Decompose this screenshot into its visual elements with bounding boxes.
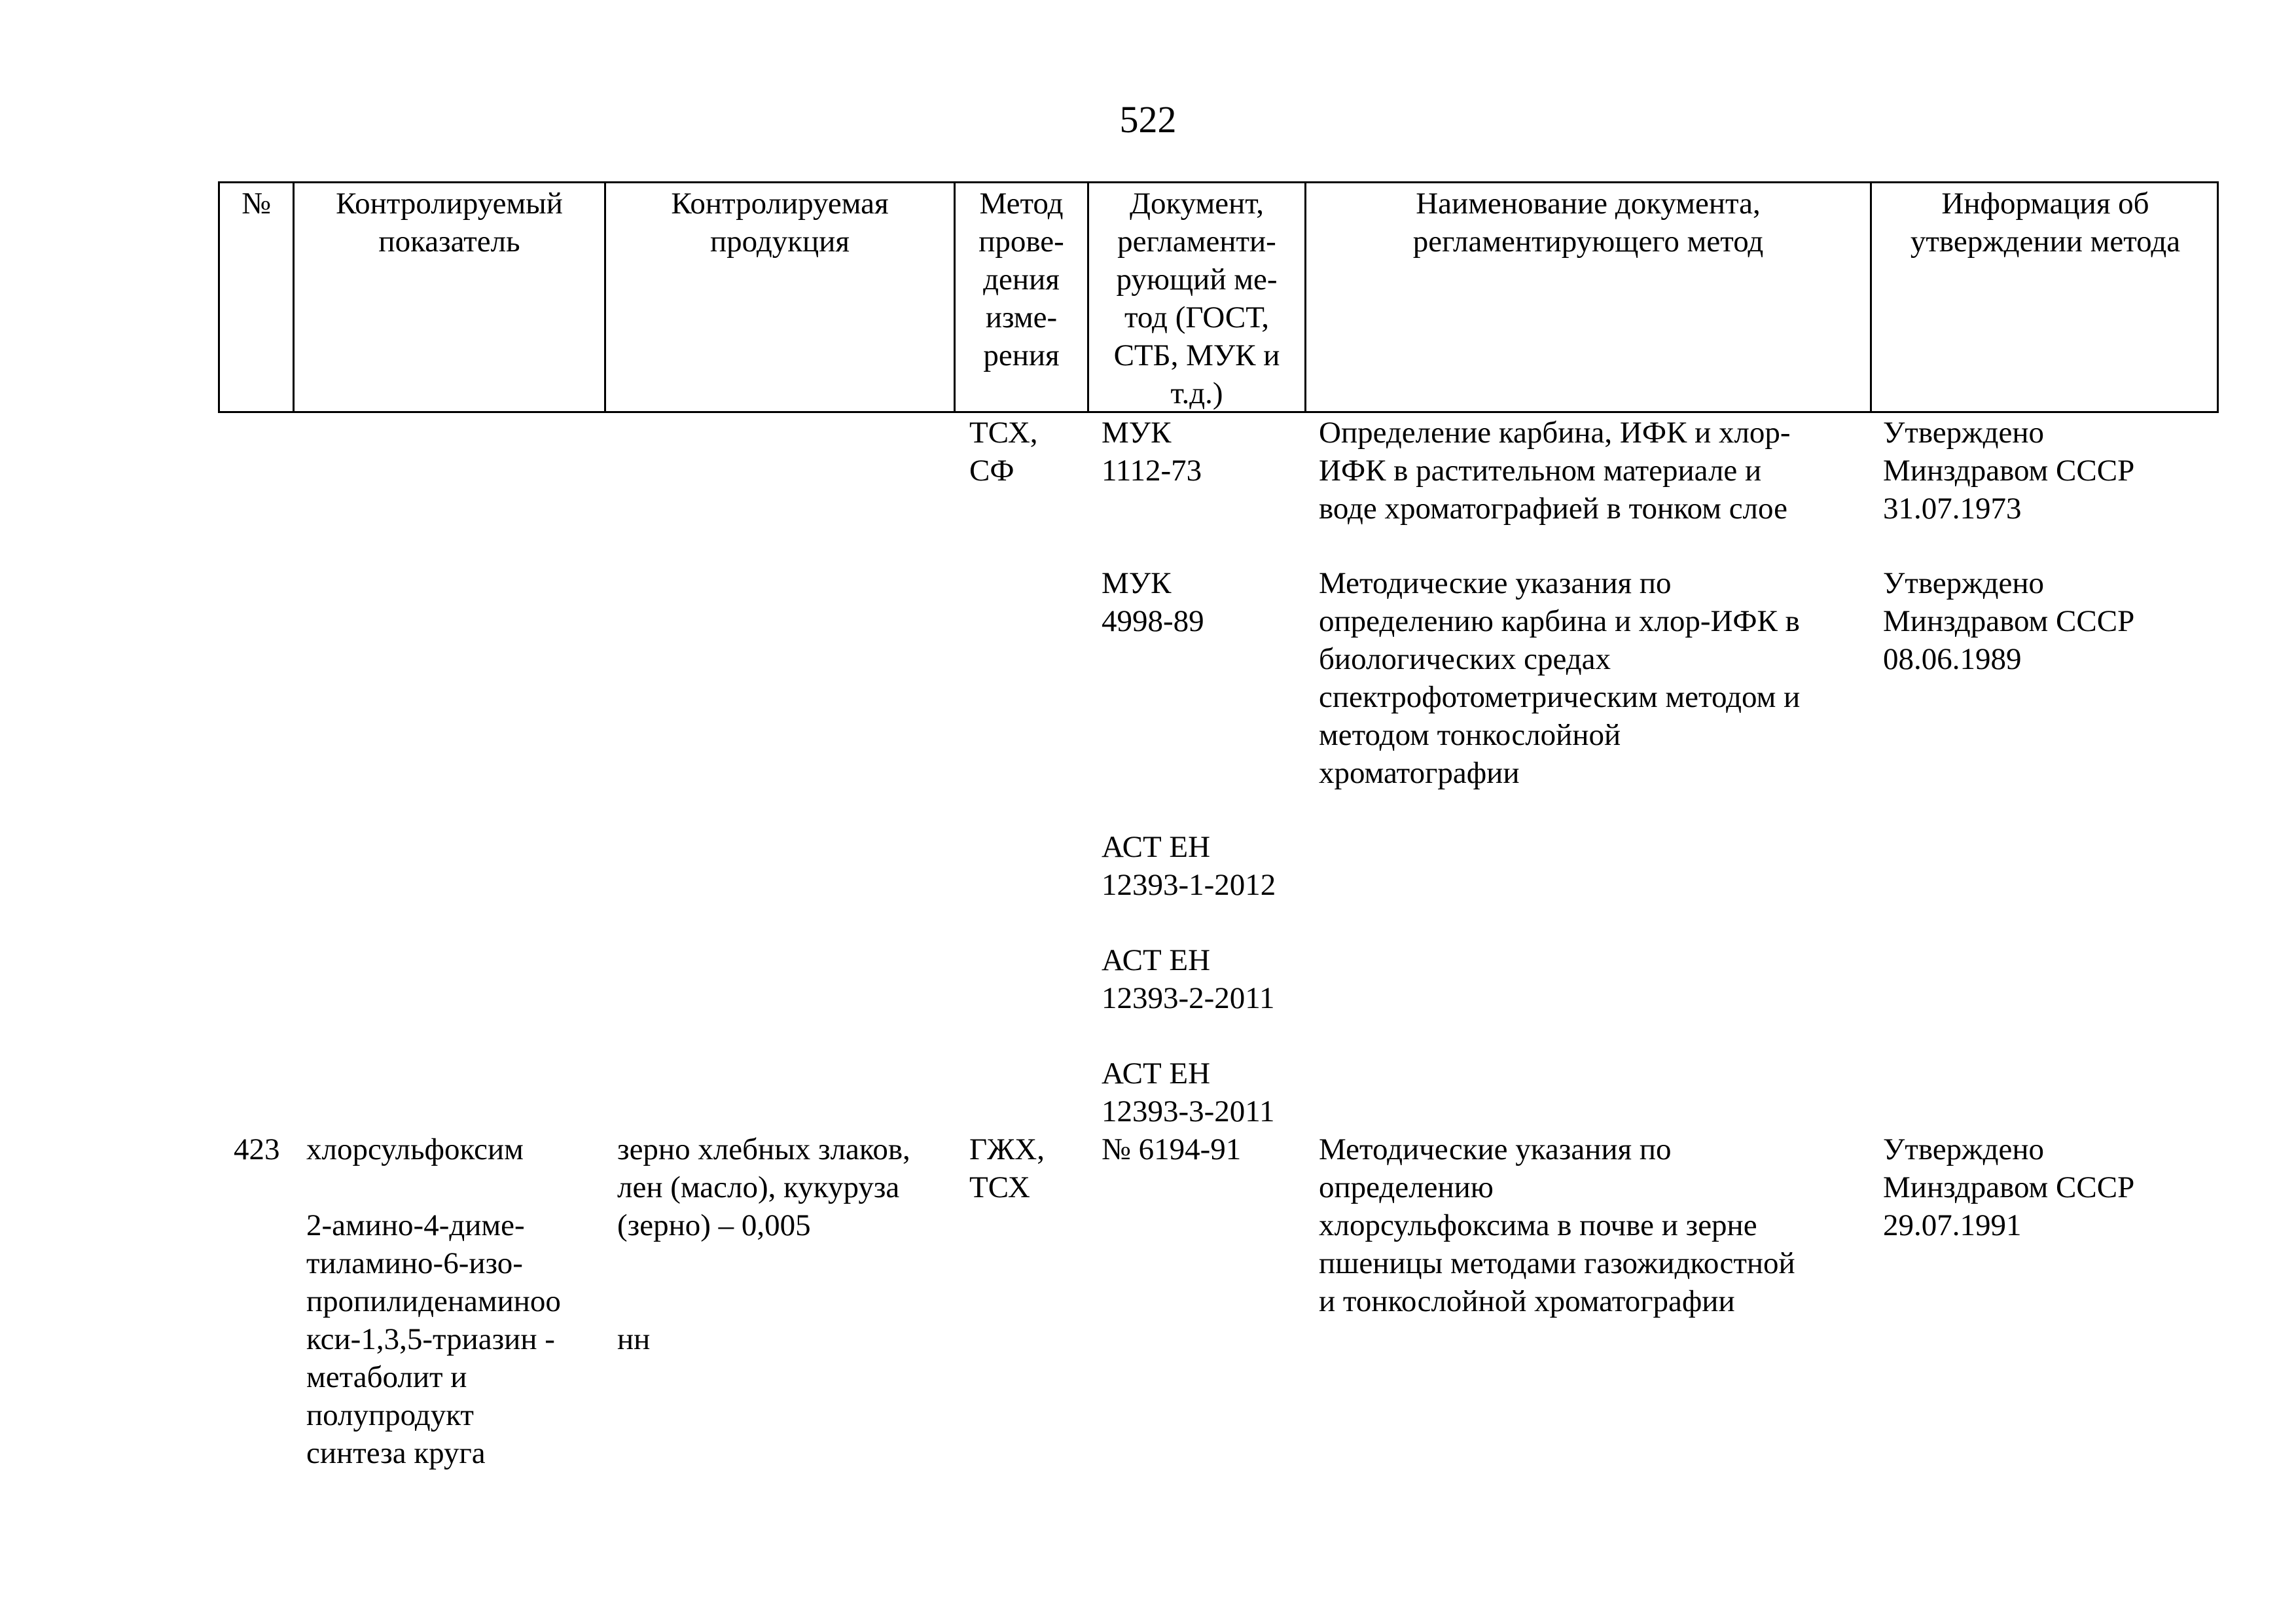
- text-line: определению карбина и хлор-ИФК в: [1319, 604, 1800, 638]
- text-line: изме-: [985, 300, 1058, 334]
- text-line: Информация об: [1941, 187, 2149, 221]
- text-line: методом тонкослойной: [1319, 718, 1621, 752]
- text-line: Определение карбина, ИФК и хлор-: [1319, 416, 1791, 450]
- row-423-approval: [1883, 1130, 2134, 1244]
- header-number-label: №: [242, 187, 271, 221]
- cont-doc-5: [1102, 1055, 1275, 1130]
- text-line: дения: [983, 262, 1060, 297]
- table-header: [218, 181, 2219, 413]
- text-line: метаболит и: [306, 1360, 467, 1394]
- text-line: Утверждено: [1883, 566, 2044, 600]
- text-line: АСТ ЕН: [1102, 1056, 1211, 1091]
- header-product: [606, 183, 956, 411]
- page-number: 522: [1119, 98, 1177, 141]
- text-line: синтеза круга: [306, 1436, 486, 1470]
- text-line: хроматографии: [1319, 756, 1520, 790]
- text-line: 12393-3-2011: [1102, 1094, 1275, 1128]
- text-line: МУК: [1102, 566, 1172, 600]
- text-line: утверждении метода: [1910, 225, 2181, 259]
- text-line: Минздравом СССР: [1883, 1170, 2135, 1204]
- text-line: биологических средах: [1319, 642, 1611, 676]
- text-line: регламентирующего метод: [1412, 225, 1764, 259]
- header-approval: [1872, 183, 2219, 411]
- row-423-indicator: [306, 1130, 561, 1472]
- text-line: Контролируемый: [336, 187, 563, 221]
- text-line: Контролируемая: [671, 187, 889, 221]
- cont-name-1: [1319, 414, 1791, 528]
- text-line: [617, 1244, 910, 1282]
- text-line: 08.06.1989: [1883, 642, 2022, 676]
- text-line: АСТ ЕН: [1102, 943, 1211, 977]
- text-line: т.д.): [1170, 376, 1223, 410]
- row-423-document: [1102, 1130, 1241, 1168]
- cont-doc-4: [1102, 941, 1275, 1017]
- row-423-number: 423: [234, 1132, 280, 1166]
- text-line: ТСХ: [969, 1170, 1030, 1204]
- text-line: тод (ГОСТ,: [1124, 300, 1269, 334]
- text-line: 12393-1-2012: [1102, 868, 1276, 902]
- text-line: АСТ ЕН: [1102, 830, 1211, 864]
- header-indicator: [295, 183, 606, 411]
- cont-doc-1: [1102, 414, 1202, 490]
- text-line: хлорсульфоксима в почве и зерне: [1319, 1208, 1757, 1242]
- text-line: ГЖХ,: [969, 1132, 1045, 1166]
- text-line: зерно хлебных злаков,: [617, 1132, 910, 1166]
- header-document-name: [1306, 183, 1872, 411]
- text-line: Методические указания по: [1319, 566, 1672, 600]
- text-line: № 6194-91: [1102, 1132, 1242, 1166]
- text-line: тиламино-6-изо-: [306, 1246, 523, 1280]
- cont-approval-1: [1883, 414, 2134, 528]
- text-line: спектрофотометрическим методом и: [1319, 680, 1801, 714]
- text-line: лен (масло), кукуруза: [617, 1170, 900, 1204]
- row-423-document-name: [1319, 1130, 1795, 1320]
- text-line: 31.07.1973: [1883, 492, 2022, 526]
- header-document: [1089, 183, 1306, 411]
- text-line: хлорсульфоксим: [306, 1132, 524, 1166]
- text-line: Минздравом СССР: [1883, 454, 2135, 488]
- text-line: Наименование документа,: [1416, 187, 1761, 221]
- text-line: регламенти-: [1117, 225, 1276, 259]
- cont-doc-2: [1102, 564, 1204, 640]
- text-line: Методические указания по: [1319, 1132, 1672, 1166]
- text-line: полупродукт: [306, 1398, 474, 1432]
- row-423-product: [617, 1130, 910, 1358]
- text-line: СТБ, МУК и: [1113, 338, 1280, 372]
- text-line: [306, 1168, 561, 1206]
- text-line: (зерно) – 0,005: [617, 1208, 811, 1242]
- text-line: пшеницы методами газожидкостной: [1319, 1246, 1795, 1280]
- text-line: показатель: [378, 225, 520, 259]
- text-line: пропилиденаминоо: [306, 1284, 561, 1318]
- text-line: рения: [983, 338, 1060, 372]
- text-line: Документ,: [1129, 187, 1265, 221]
- text-line: 2-амино-4-диме-: [306, 1208, 525, 1242]
- text-line: определению: [1319, 1170, 1494, 1204]
- text-line: 12393-2-2011: [1102, 981, 1275, 1015]
- text-line: СФ: [969, 454, 1014, 488]
- cont-approval-2: [1883, 564, 2134, 678]
- text-line: Утверждено: [1883, 1132, 2044, 1166]
- row-423-method: [969, 1130, 1045, 1206]
- text-line: Утверждено: [1883, 416, 2044, 450]
- text-line: рующий ме-: [1116, 262, 1278, 297]
- text-line: 1112-73: [1102, 454, 1202, 488]
- text-line: Метод: [979, 187, 1064, 221]
- text-line: нн: [617, 1322, 651, 1356]
- text-line: 29.07.1991: [1883, 1208, 2022, 1242]
- text-line: и тонкослойной хроматографии: [1319, 1284, 1735, 1318]
- cont-method: [969, 414, 1038, 490]
- text-line: кси-1,3,5-триазин -: [306, 1322, 555, 1356]
- text-line: ИФК в растительном материале и: [1319, 454, 1762, 488]
- cont-name-2: [1319, 564, 1800, 792]
- text-line: воде хроматографией в тонком слое: [1319, 492, 1787, 526]
- header-number: [220, 183, 295, 411]
- text-line: [617, 1282, 910, 1320]
- text-line: прове-: [978, 225, 1064, 259]
- text-line: ТСХ,: [969, 416, 1038, 450]
- text-line: Минздравом СССР: [1883, 604, 2135, 638]
- text-line: 4998-89: [1102, 604, 1204, 638]
- cont-doc-3: [1102, 828, 1276, 904]
- text-line: МУК: [1102, 416, 1172, 450]
- header-method: [956, 183, 1089, 411]
- text-line: продукция: [710, 225, 850, 259]
